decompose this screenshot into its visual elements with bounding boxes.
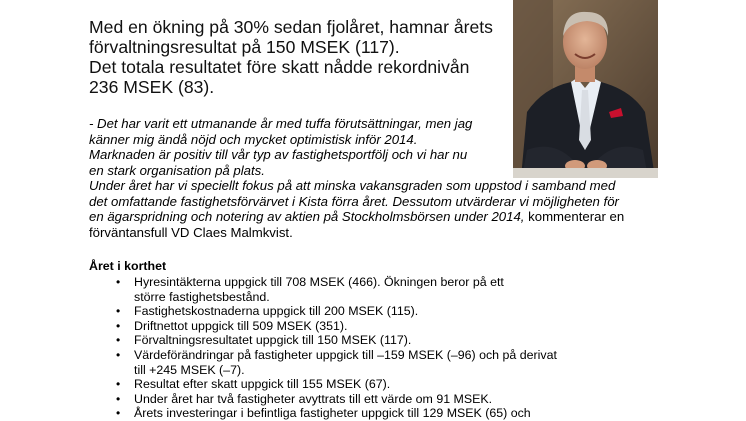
list-item-text: • Förvaltningsresultatet uppgick till 150 MSEK (117). [134,333,412,348]
list-item-text: till +245 MSEK (–7). [134,362,245,377]
headline-line: Med en ökning på 30% sedan fjolåret, hamnar årets [89,17,493,37]
list-item-text: • Fastighetskostnaderna uppgick till 200 MSEK (115). [134,304,419,319]
list-item-text: • Värdeförändringar på fastigheter uppgick till –159 MSEK (–96) och på derivat [134,347,557,362]
headline-line: Det totala resultatet före skatt nådde rekordnivån [89,57,470,77]
list-item [89,333,649,348]
list-item [89,304,649,319]
list-item [89,377,649,392]
headline-line: förvaltningsresultat på 150 MSEK (117). [89,37,400,57]
list-item-text: större fastighetsbestånd. [134,289,270,304]
ceo-quote [89,116,659,240]
quote-line: Under året har vi speciellt fokus på att minska vakansgraden som uppstod i samband med [89,178,616,193]
quote-attribution-line: förväntansfull VD Claes Malmkvist. [89,224,293,240]
list-item [89,275,649,304]
quote-line: det omfattande fastighetsförvärvet i Kista förra året. Dessutom utvärderar vi möjligheten för [89,193,619,209]
headline-line: 236 MSEK (83). [89,77,215,97]
section-title: Året i korthet [89,259,167,273]
quote-attribution-text: kommenterar en [524,209,625,224]
list-item-text: • Resultat efter skatt uppgick till 155 MSEK (67). [134,377,391,392]
list-item [89,319,649,334]
list-item-text: • Driftnettot uppgick till 509 MSEK (351). [134,318,348,333]
list-item [89,348,649,377]
list-item-text: • Hyresintäkterna uppgick till 708 MSEK (466). Ökningen beror på ett [134,275,504,289]
quote-line: Marknaden är positiv till vår typ av fastighetsportfölj och vi har nu [89,147,468,162]
list-item [89,392,649,407]
press-headline [89,17,509,97]
list-item-text: • Årets investeringar i befintliga fastigheter uppgick till 129 MSEK (65) och [134,406,531,421]
quote-line: en stark organisation på plats. [89,162,265,178]
quote-line: känner mig ändå nöjd och mycket optimistisk inför 2014. [89,131,418,147]
list-item-text: • Under året har två fastigheter avyttrats till ett värde om 91 MSEK. [134,391,493,406]
quote-line: - Det har varit ett utmanande år med tuffa förutsättningar, men jag [89,116,473,131]
summary-list [89,275,649,421]
quote-line-italic: en ägarspridning och notering av aktien på Stockholmsbörsen under 2014, [89,209,525,224]
